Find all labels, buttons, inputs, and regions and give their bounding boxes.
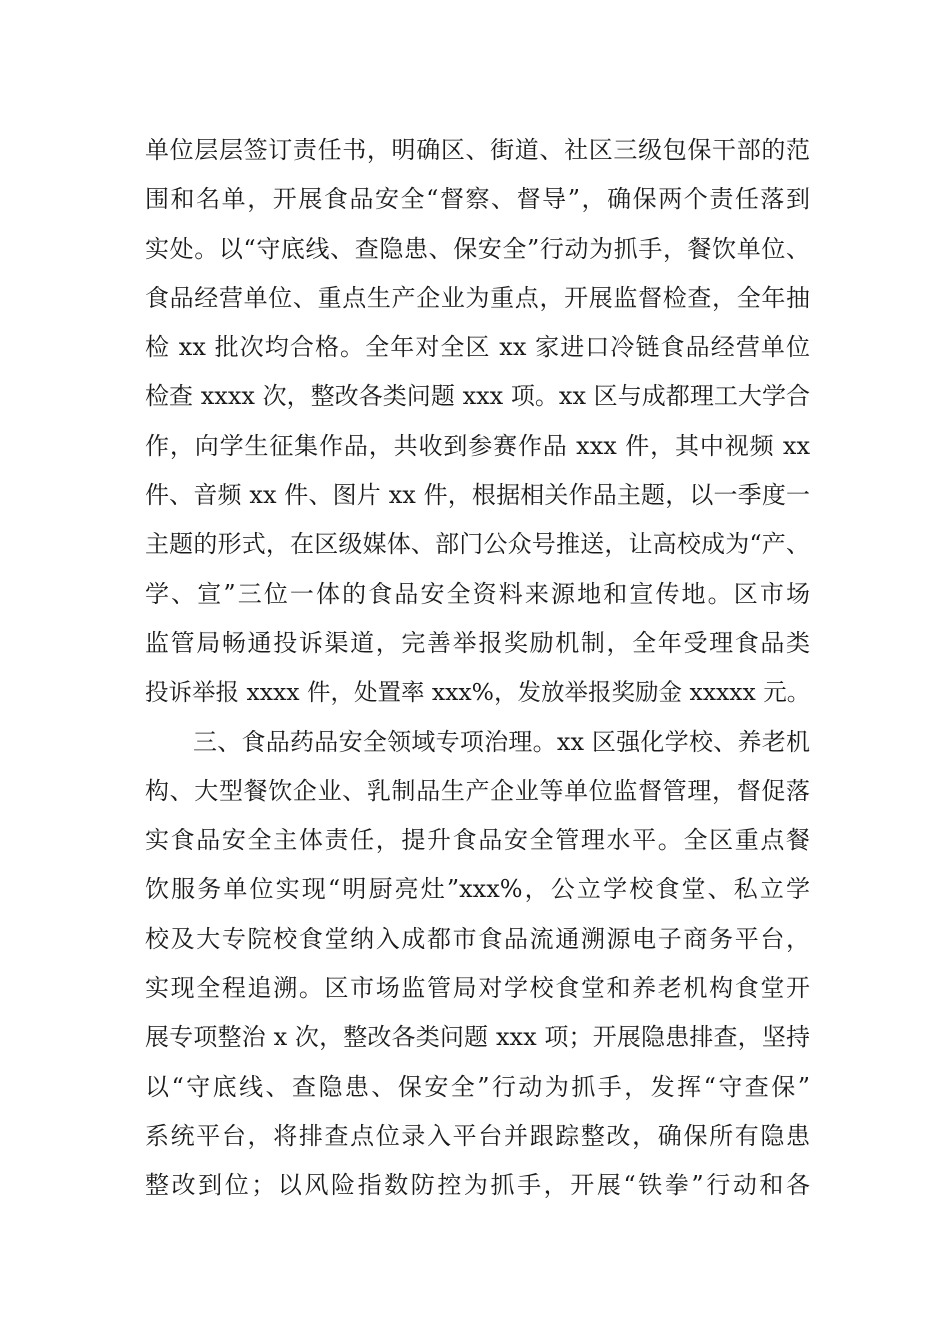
text-line-10: 学、宣”三位一体的食品安全资料来源地和宣传地。区市场 [145,579,810,608]
text-line-18: 实现全程追溯。区市场监管局对学校食堂和养老机构食堂开 [145,974,810,1003]
text-line-7: 作，向学生征集作品，共收到参赛作品 xxx 件，其中视频 xx [145,431,810,460]
text-line-3: 实处。以“守底线、查隐患、保安全”行动为抓手，餐饮单位、 [145,234,810,263]
text-line-20: 以“守底线、查隐患、保安全”行动为抓手，发挥“守查保” [145,1072,810,1101]
text-line-11: 监管局畅通投诉渠道，完善举报奖励机制，全年受理食品类 [145,628,810,657]
text-line-2: 围和名单，开展食品安全“督察、督导”，确保两个责任落到 [145,185,810,214]
text-line-1: 单位层层签订责任书，明确区、街道、社区三级包保干部的范 [145,136,810,164]
text-line-14: 构、大型餐饮企业、乳制品生产企业等单位监督管理，督促落 [145,776,810,805]
text-line-9: 主题的形式，在区级媒体、部门公众号推送，让高校成为“产、 [145,530,810,559]
section-heading-line: 三、食品药品安全领域专项治理。xx 区强化学校、养老机 [193,727,810,756]
text-line-21: 系统平台，将排查点位录入平台并跟踪整改，确保所有隐患 [145,1121,810,1150]
text-line-15: 实食品安全主体责任，提升食品安全管理水平。全区重点餐 [145,826,810,855]
text-line-16: 饮服务单位实现“明厨亮灶”xxx%，公立学校食堂、私立学 [145,875,810,904]
text-line-17: 校及大专院校食堂纳入成都市食品流通溯源电子商务平台， [145,924,810,953]
text-line-22: 整改到位；以风险指数防控为抓手，开展“铁拳”行动和各 [145,1171,810,1200]
text-line-8: 件、音频 xx 件、图片 xx 件，根据相关作品主题，以一季度一 [145,481,810,510]
text-line-12: 投诉举报 xxxx 件，处置率 xxx%，发放举报奖励金 xxxxx 元。 [145,678,811,707]
body-text [145,126,810,1211]
text-line-5: 检 xx 批次均合格。全年对全区 xx 家进口冷链食品经营单位 [145,333,810,362]
text-line-19: 展专项整治 x 次，整改各类问题 xxx 项；开展隐患排查，坚持 [145,1023,810,1052]
text-line-4: 食品经营单位、重点生产企业为重点，开展监督检查，全年抽 [145,283,810,312]
text-line-6: 检查 xxxx 次，整改各类问题 xxx 项。xx 区与成都理工大学合 [145,382,810,411]
